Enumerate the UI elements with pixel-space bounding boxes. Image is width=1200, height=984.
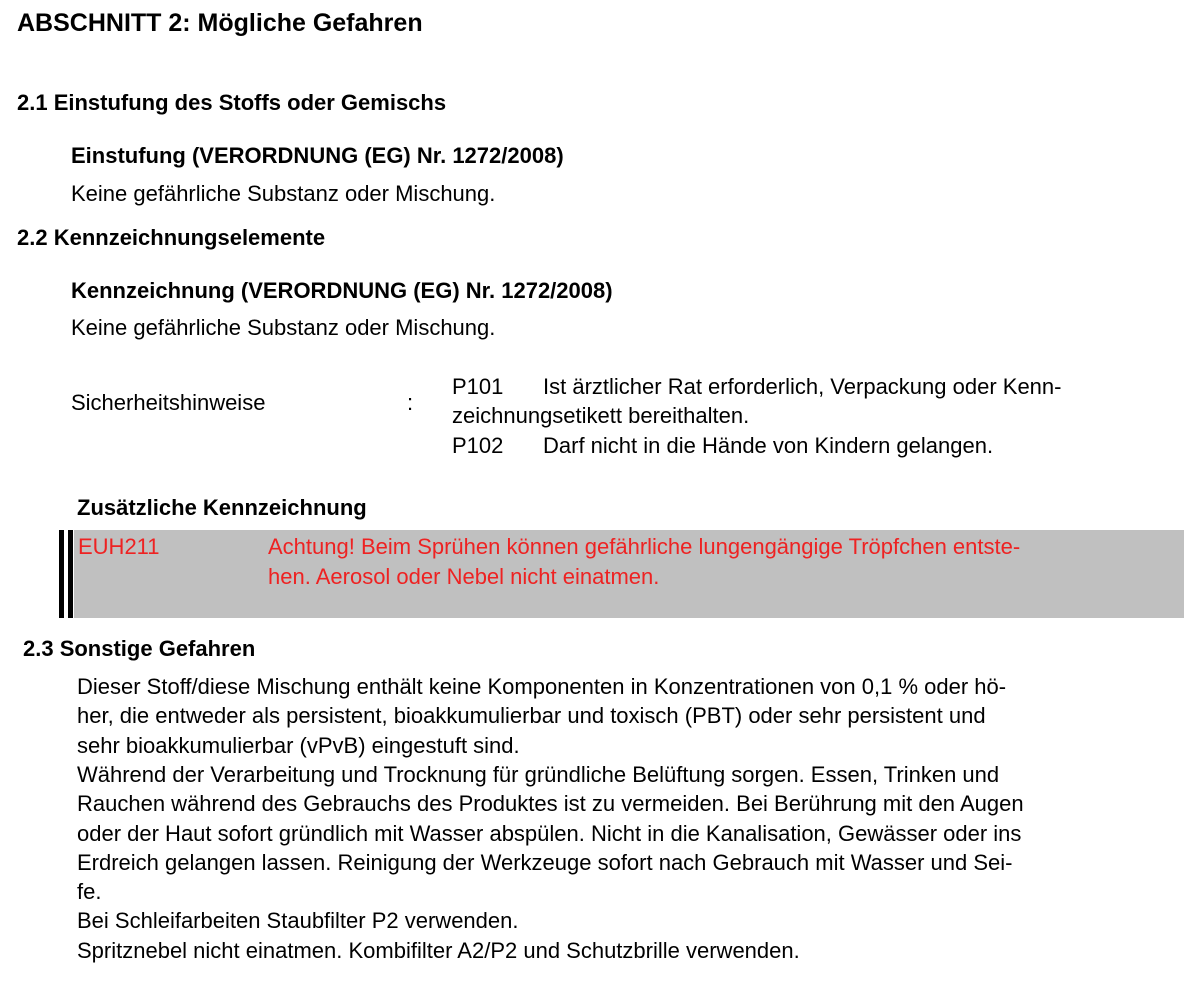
section-title: ABSCHNITT 2: Mögliche Gefahren <box>17 9 423 37</box>
kennzeichnung-text: Keine gefährliche Substanz oder Mischung. <box>71 315 496 340</box>
text-line: her, die entweder als persistent, bioakkumulierbar und toxisch (PBT) oder sehr persistent und <box>77 703 986 728</box>
additional-heading: Zusätzliche Kennzeichnung <box>77 495 367 520</box>
text-line: Rauchen während des Gebrauchs des Produktes ist zu vermeiden. Bei Berührung mit den Augen <box>77 791 1024 816</box>
heading-2-1: 2.1 Einstufung des Stoffs oder Gemischs <box>17 90 447 115</box>
text-line: sehr bioakkumulierbar (vPvB) eingestuft sind. <box>77 733 520 758</box>
statement-code: P102 <box>452 433 504 458</box>
euh-line: hen. Aerosol oder Nebel nicht einatmen. <box>268 564 660 589</box>
text-line: Erdreich gelangen lassen. Reinigung der Werkzeuge sofort nach Gebrauch mit Wasser und Sei- <box>77 850 1013 875</box>
statement-code: P101 <box>452 374 504 399</box>
heading-2-2: 2.2 Kennzeichnungselemente <box>17 225 326 250</box>
safety-colon: : <box>407 390 414 415</box>
safety-label: Sicherheitshinweise <box>71 390 266 415</box>
text-line: Bei Schleifarbeiten Staubfilter P2 verwenden. <box>77 908 519 933</box>
subheading-einstufung: Einstufung (VERORDNUNG (EG) Nr. 1272/2008) <box>71 143 564 168</box>
statement-line: Darf nicht in die Hände von Kindern gelangen. <box>543 433 994 458</box>
statement-line: zeichnungsetikett bereithalten. <box>452 403 750 428</box>
text-line: Während der Verarbeitung und Trocknung für gründliche Belüftung sorgen. Essen, Trinken und <box>77 762 1000 787</box>
einstufung-text: Keine gefährliche Substanz oder Mischung. <box>71 181 496 206</box>
euh-line: Achtung! Beim Sprühen können gefährliche lungengängige Tröpfchen entste- <box>268 534 1021 559</box>
subheading-kennzeichnung: Kennzeichnung (VERORDNUNG (EG) Nr. 1272/2008) <box>71 278 613 303</box>
text-line: Dieser Stoff/diese Mischung enthält keine Komponenten in Konzentrationen von 0,1 % oder hö- <box>77 674 1007 699</box>
statement-line: Ist ärztlicher Rat erforderlich, Verpackung oder Kenn- <box>543 374 1062 399</box>
change-bar <box>68 530 73 618</box>
text-line: Spritznebel nicht einatmen. Kombifilter A2/P2 und Schutzbrille verwenden. <box>77 938 800 963</box>
euh-code: EUH211 <box>78 534 160 559</box>
text-line: oder der Haut sofort gründlich mit Wasser abspülen. Nicht in die Kanalisation, Gewässer oder ins <box>77 821 1022 846</box>
change-bar <box>59 530 64 618</box>
text-line: fe. <box>77 879 102 904</box>
heading-2-3: 2.3 Sonstige Gefahren <box>23 636 256 661</box>
